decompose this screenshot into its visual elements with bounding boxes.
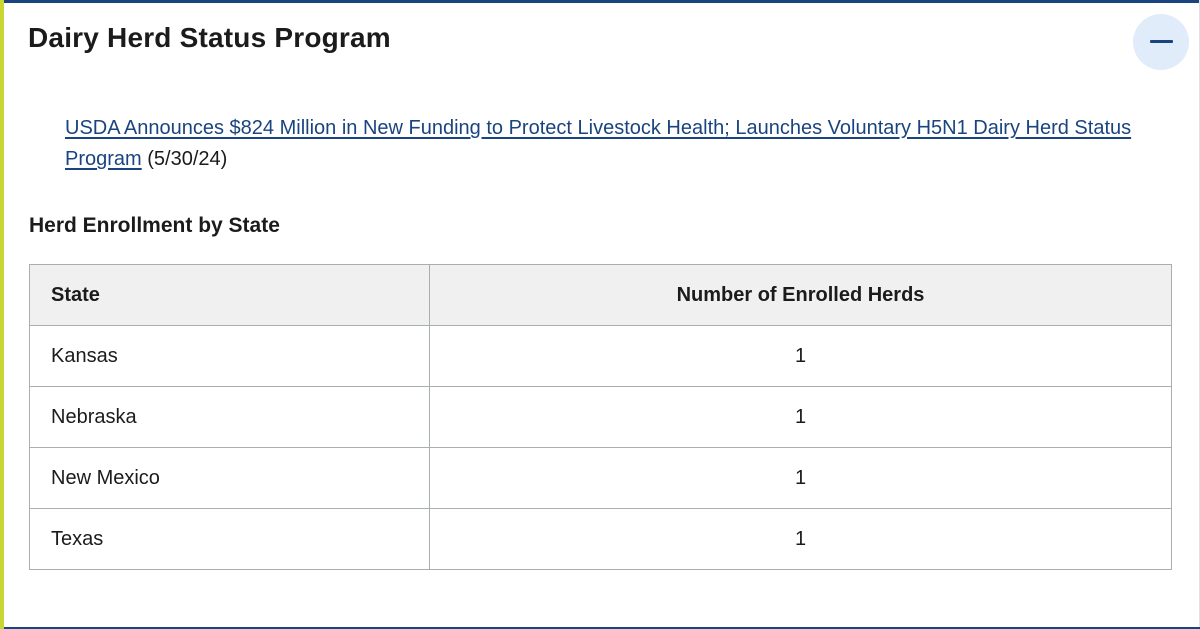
announcement-date: (5/30/24) xyxy=(141,148,228,170)
table-row xyxy=(30,448,1172,509)
announcement-link[interactable]: USDA Announces $824 Million in New Funding to Protect Livestock Health; Launches Voluntary H5N1 Dairy Herd Status Program xyxy=(65,117,1132,170)
count-cell: 1 xyxy=(430,326,1172,387)
herd-enrollment-table xyxy=(29,264,1172,570)
state-cell: New Mexico xyxy=(30,448,430,509)
accordion-title[interactable]: Dairy Herd Status Program xyxy=(28,22,391,53)
minus-icon xyxy=(1150,40,1173,43)
table-header-row xyxy=(30,265,1172,326)
top-border xyxy=(0,0,1200,3)
table-row xyxy=(30,509,1172,570)
count-cell: 1 xyxy=(430,509,1172,570)
announcement xyxy=(65,113,1145,175)
accent-bar xyxy=(0,0,4,629)
count-cell: 1 xyxy=(430,387,1172,448)
section-heading: Herd Enrollment by State xyxy=(29,214,280,237)
column-header-enrolled-herds: Number of Enrolled Herds xyxy=(430,265,1172,326)
state-cell: Nebraska xyxy=(30,387,430,448)
state-cell: Texas xyxy=(30,509,430,570)
column-header-state: State xyxy=(30,265,430,326)
count-cell: 1 xyxy=(430,448,1172,509)
collapse-button[interactable] xyxy=(1133,14,1189,70)
table-row xyxy=(30,326,1172,387)
state-cell: Kansas xyxy=(30,326,430,387)
table-row xyxy=(30,387,1172,448)
